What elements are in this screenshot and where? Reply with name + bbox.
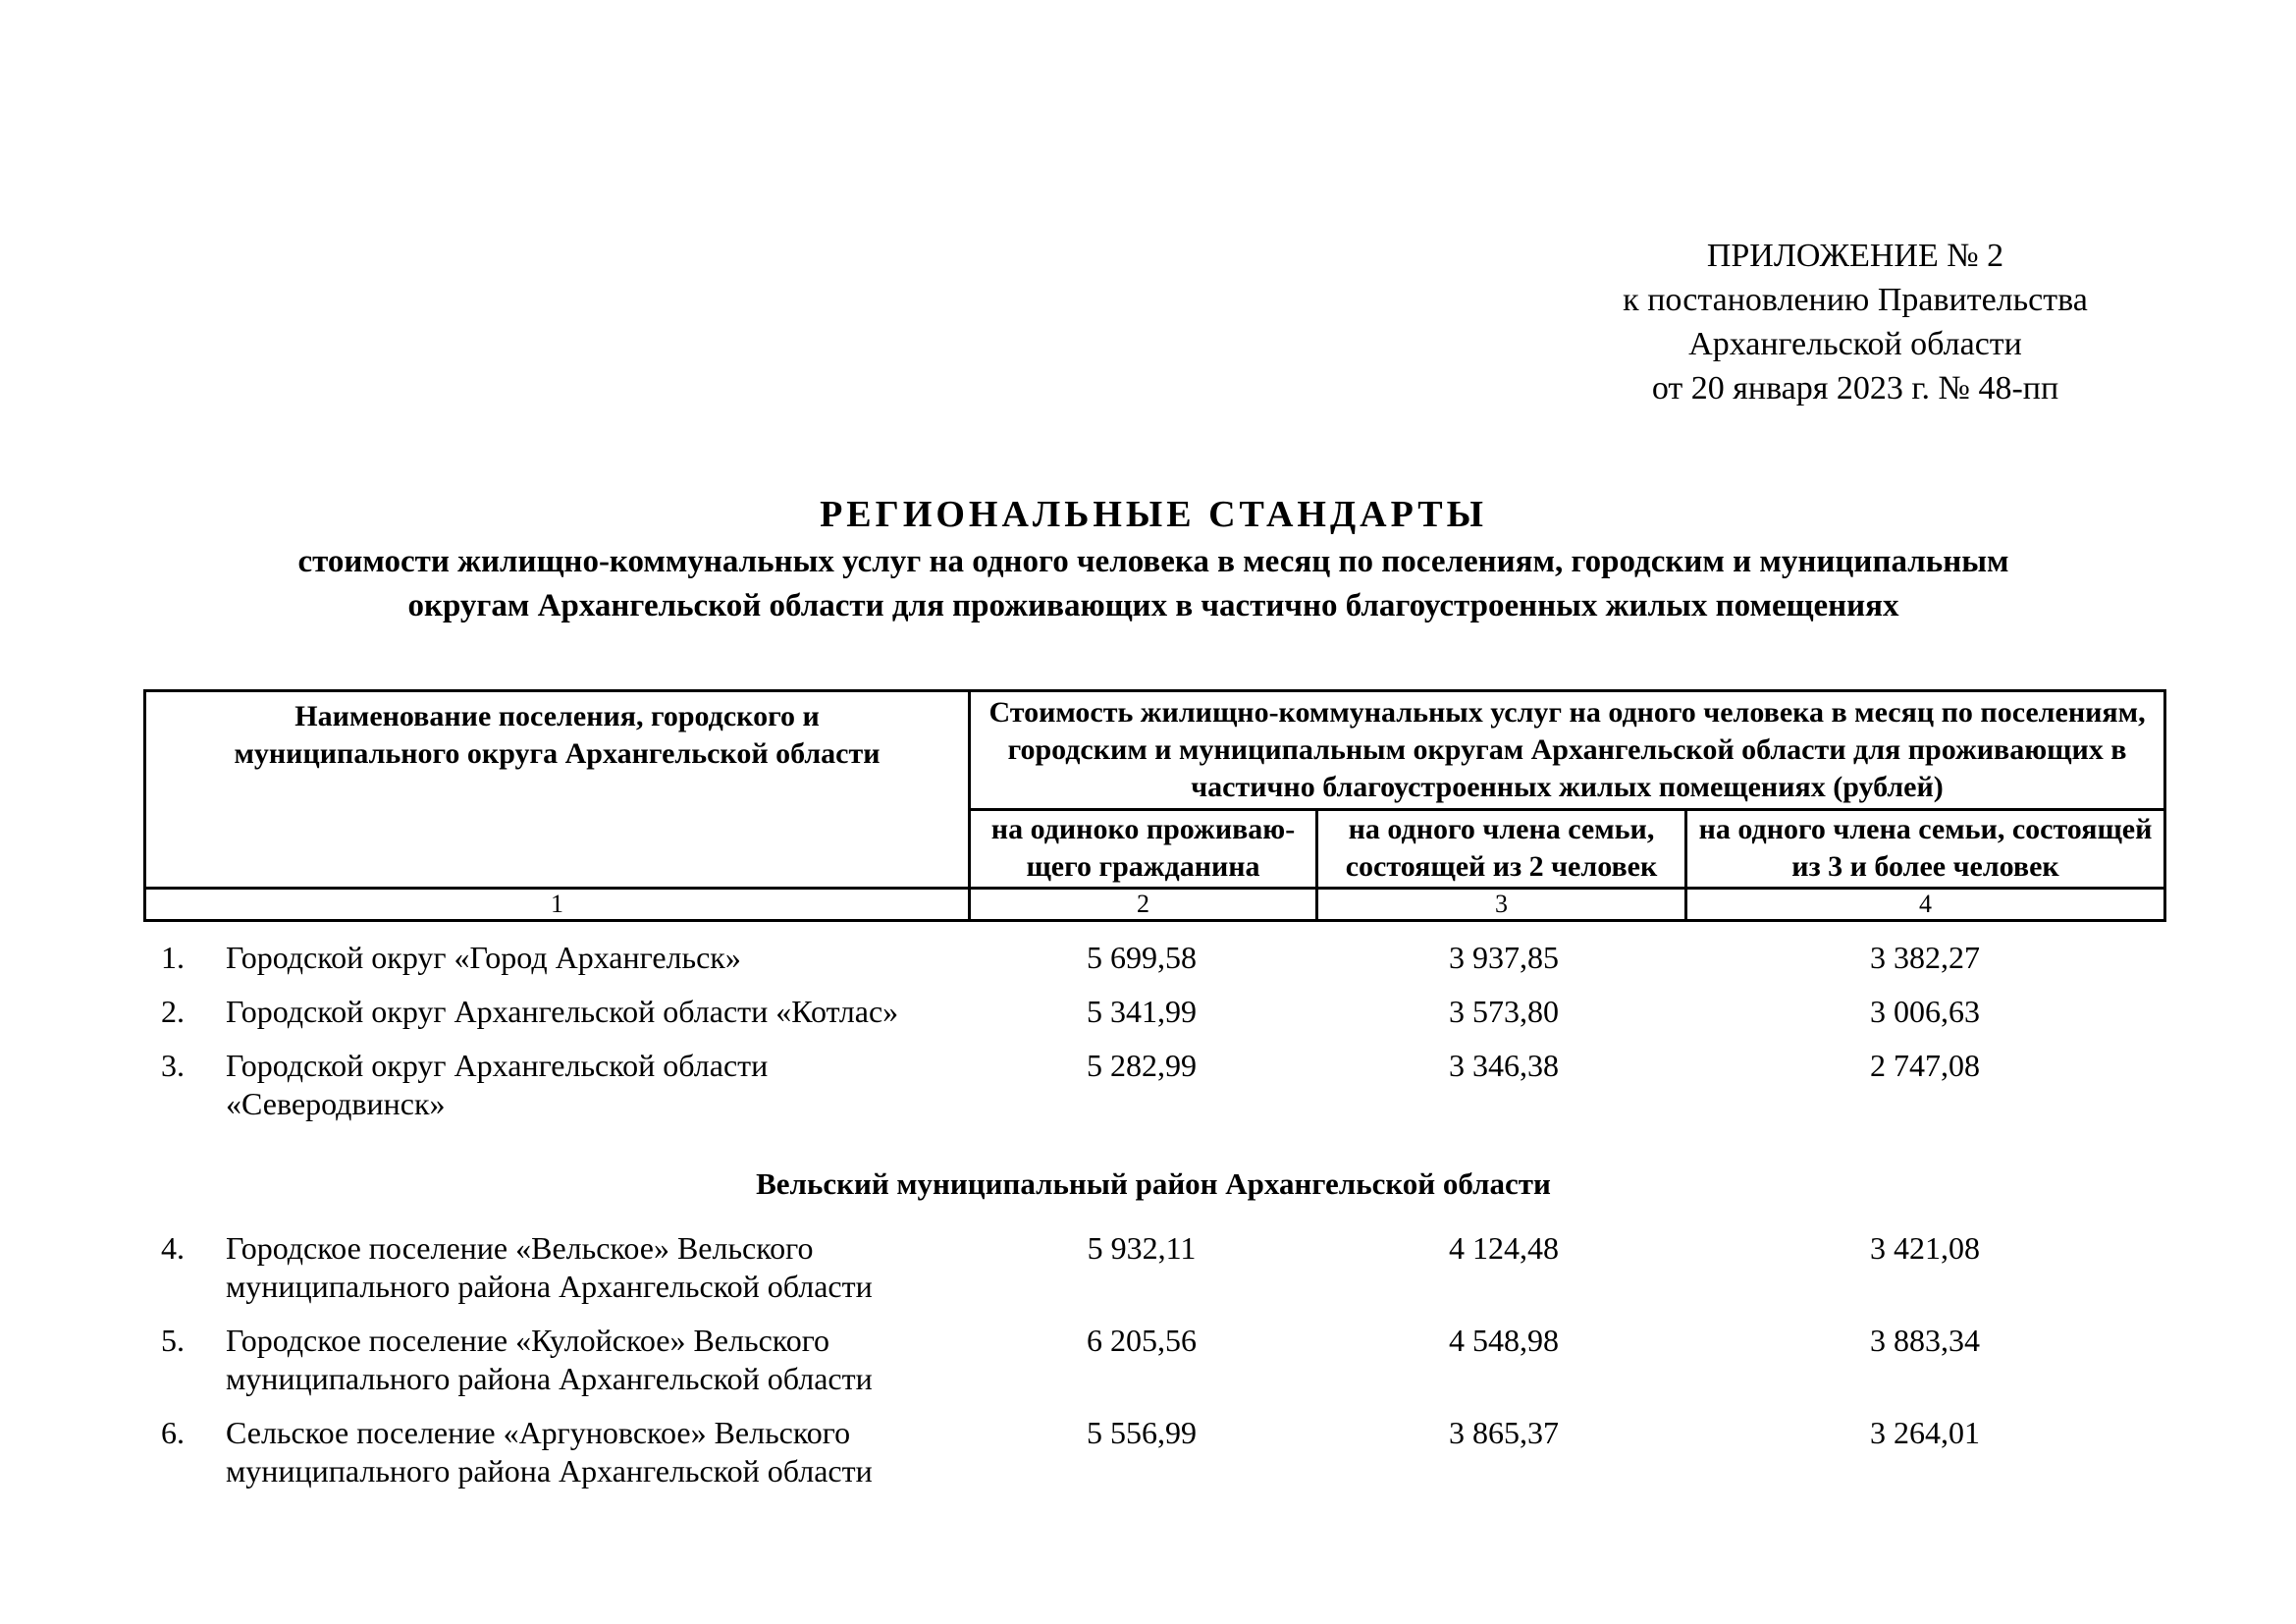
row-value-family-3: 3 421,08 — [1870, 1230, 1980, 1266]
appendix-line: Архангельской области — [1688, 326, 2022, 362]
row-value-family-2: 3 937,85 — [1449, 940, 1559, 975]
row-value-family-2: 3 865,37 — [1449, 1415, 1559, 1450]
row-number: 5. — [161, 1323, 185, 1358]
row-value-single: 5 699,58 — [1087, 940, 1197, 975]
row-number: 3. — [161, 1048, 185, 1083]
appendix-line: к постановлению Правительства — [1623, 282, 2088, 318]
row-number: 2. — [161, 994, 185, 1029]
row-value-single: 5 932,11 — [1087, 1230, 1197, 1266]
row-name: Городской округ «Город Архангельск» — [226, 940, 741, 975]
row-value-single: 6 205,56 — [1087, 1323, 1197, 1358]
row-value-family-3: 3 006,63 — [1870, 994, 1980, 1029]
column-header-single: на одиноко проживаю-щего гражданина — [970, 810, 1317, 889]
row-value-family-2: 3 573,80 — [1449, 994, 1559, 1029]
document-title — [118, 489, 2189, 628]
column-header-family-3: на одного члена семьи, состоящей из 3 и более человек — [1686, 810, 2165, 889]
row-name: Городской округ Архангельской области «Котлас» — [226, 994, 899, 1029]
title-main: РЕГИОНАЛЬНЫЕ СТАНДАРТЫ — [820, 494, 1487, 535]
section-header: Вельский муниципальный район Архангельской области — [756, 1166, 1551, 1201]
row-value-family-2: 4 124,48 — [1449, 1230, 1559, 1266]
row-value-family-3: 3 264,01 — [1870, 1415, 1980, 1450]
row-value-family-3: 2 747,08 — [1870, 1048, 1980, 1083]
appendix-date: от 20 января 2023 г. № 48-пп — [1651, 370, 2059, 406]
row-number: 4. — [161, 1230, 185, 1266]
row-value-family-3: 3 883,34 — [1870, 1323, 1980, 1358]
row-number: 6. — [161, 1415, 185, 1450]
table-header — [143, 689, 2166, 922]
column-number: 1 — [145, 889, 970, 921]
column-header-name — [145, 691, 970, 889]
appendix-block — [1522, 234, 2189, 410]
row-name: Городское поселение «Кулойское» Вельского муниципального района Архангельской области — [226, 1323, 873, 1396]
column-number: 4 — [1686, 889, 2165, 921]
column-group-header: Стоимость жилищно-коммунальных услуг на одного человека в месяц по поселениям, городским и муниципальным округам Архангельской области для проживающих в частично благоустроенных жилых помещениях (рублей) — [970, 691, 2165, 810]
title-subtitle-line: округам Архангельской области для проживающих в частично благоустроенных жилых помещениях — [407, 588, 1899, 623]
row-value-family-3: 3 382,27 — [1870, 940, 1980, 975]
row-value-single: 5 282,99 — [1087, 1048, 1197, 1083]
row-value-family-2: 4 548,98 — [1449, 1323, 1559, 1358]
row-name: Городской округ Архангельской области «Северодвинск» — [226, 1048, 769, 1121]
title-subtitle-line: стоимости жилищно-коммунальных услуг на одного человека в месяц по поселениям, городским и муниципальным — [297, 544, 2009, 579]
column-number: 2 — [970, 889, 1317, 921]
row-value-single: 5 341,99 — [1087, 994, 1197, 1029]
appendix-title: ПРИЛОЖЕНИЕ № 2 — [1706, 238, 2004, 274]
row-name: Сельское поселение «Аргуновское» Вельского муниципального района Архангельской области — [226, 1415, 873, 1489]
column-number: 3 — [1317, 889, 1686, 921]
row-name: Городское поселение «Вельское» Вельского муниципального района Архангельской области — [226, 1230, 873, 1304]
row-number: 1. — [161, 940, 185, 975]
column-header-family-2: на одного члена семьи, состоящей из 2 человек — [1317, 810, 1686, 889]
column-header-name-text: Наименование поселения, городского и муниципального округа Архангельской области — [234, 700, 881, 770]
row-value-family-2: 3 346,38 — [1449, 1048, 1559, 1083]
row-value-single: 5 556,99 — [1087, 1415, 1197, 1450]
